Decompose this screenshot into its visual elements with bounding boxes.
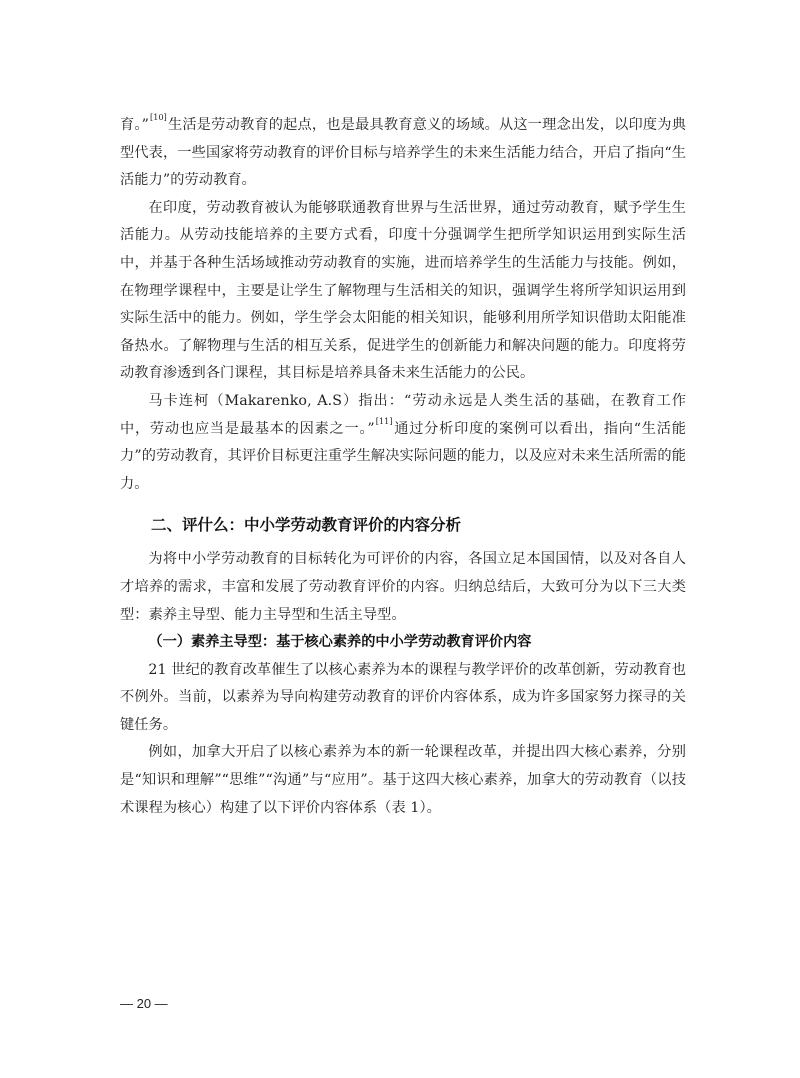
citation-marker: [11]: [375, 416, 393, 426]
text-run: 生活是劳动教育的起点，也是最具教育意义的场域。从这一理念出发，以印度为典型代表，一些国家将劳动教育的评价目标与培养学生的未来生活能力结合，开启了指向“生活能力”的劳动教育。: [120, 117, 686, 189]
section-heading: 二、评什么：中小学劳动教育评价的内容分析: [151, 516, 462, 535]
paragraph-makarenko: [120, 388, 686, 498]
text-run: 在印度，劳动教育被认为能够联通教育世界与生活世界，通过劳动教育，赋予学生生活能力。从劳动技能培养的主要方式看，印度十分强调学生把所学知识运用到实际生活中，并基于各种生活场域推动劳动教育的实施，进而培养学生的生活能力与技能。例如，在物理学课程中，主要是让学生了解物理与生活相关的知识，强调学生将所学知识运用到实际生活中的能力。例如，学生学会太阳能的相关知识，能够利用所学知识借助太阳能准备热水。了解物理与生活的相互关系，促进学生的创新能力和解决问题的能力。印度将劳动教育渗透到各门课程，其目标是培养具备未来生活能力的公民。: [120, 199, 686, 382]
paragraph-intro: 为将中小学劳动教育的目标转化为可评价的内容，各国立足本国国情，以及对各自人才培养的需求，丰富和发展了劳动教育评价的内容。归纳总结后，大致可分为以下三大类型：素养主导型、能力主导型和生活主导型。: [120, 551, 686, 623]
paragraph-competency: 21 世纪的教育改革催生了以核心素养为本的课程与教学评价的改革创新，劳动教育也不例外。当前，以素养为导向构建劳动教育的评价内容体系，成为许多国家努力探寻的关键任务。: [120, 661, 686, 733]
subsection-heading: （一）素养主导型：基于核心素养的中小学劳动教育评价内容: [148, 634, 532, 651]
page-number: — 20 —: [120, 996, 168, 1011]
paragraph-continuation: [120, 112, 686, 195]
paragraph-india: [120, 195, 686, 388]
text-run: 马卡连柯（Makarenko, A.S）指出：“劳动永远是人类生活的基础，在教育工作中，劳动也应当是最基本的因素之一。”: [120, 392, 686, 437]
text-run: 通过分析印度的案例可以看出，指向“生活能力”的劳动教育，其评价目标更注重学生解决实际问题的能力，以及应对未来生活所需的能力。: [120, 420, 686, 492]
text-run: 育。”: [120, 117, 150, 133]
document-body: [120, 112, 686, 822]
paragraph-canada: 例如，加拿大开启了以核心素养为本的新一轮课程改革，并提出四大核心素养，分别是“知识和理解”“思维”“沟通”与“应用”。基于这四大核心素养，加拿大的劳动教育（以技术课程为核心）构建了以下评价内容体系（表 1）。: [120, 744, 686, 816]
citation-marker: [10]: [150, 113, 167, 122]
